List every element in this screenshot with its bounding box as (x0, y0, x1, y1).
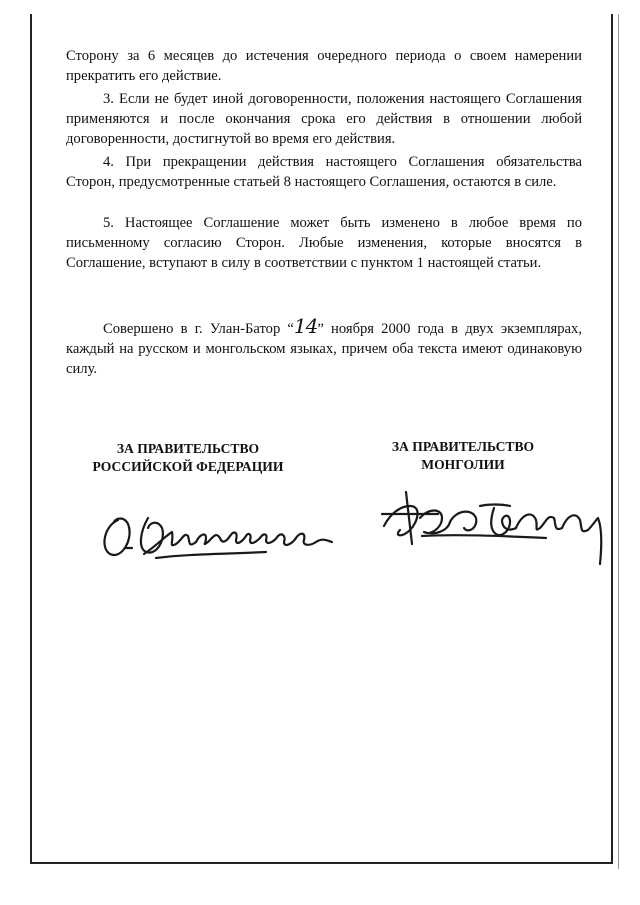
russia-heading-line1: ЗА ПРАВИТЕЛЬСТВО (116, 441, 260, 456)
paragraph-5-text: 5. Настоящее Соглашение может быть изменено в любое время по письменному согласию Сторон. Любые изменения, которые вносятся в Соглашение, вступают в силу в соответствии с пунктом 1 настоящей статьи. (66, 215, 582, 271)
paragraph-4-text: 4. При прекращении действия настоящего Соглашения обязательства Сторон, предусмотренные статьей 8 настоящего Соглашения, остаются в силе. (66, 154, 582, 190)
mongolia-signatory-heading (358, 438, 568, 474)
done-prefix: Совершено в г. Улан-Батор “ (103, 321, 294, 337)
paragraph-3-text: 3. Если не будет иной договоренности, положения настоящего Соглашения применяются и после окончания срока его действия в отношении любой договоренности, достигнутой во время его действия. (66, 91, 582, 147)
russia-signature (96, 498, 346, 568)
paragraph-5 (66, 213, 582, 273)
page-edge-line (618, 14, 619, 869)
done-at-paragraph (66, 316, 582, 379)
handwritten-day: 14 (293, 314, 318, 338)
done-suffix: ” ноября 2000 года в двух экземплярах, каждый на русском и монгольском языках, причем оба текста имеют одинаковую силу. (66, 321, 582, 377)
paragraph-3 (66, 89, 582, 149)
mongolia-heading-line1: ЗА ПРАВИТЕЛЬСТВО (391, 439, 535, 454)
russia-heading-line2: РОССИЙСКОЙ ФЕДЕРАЦИИ (92, 459, 284, 474)
continuation-text: Сторону за 6 месяцев до истечения очередного периода о своем намерении прекратить его действие. (66, 48, 582, 84)
continuation-paragraph (66, 46, 582, 86)
paragraph-4 (66, 152, 582, 192)
russia-signatory-heading (78, 440, 298, 476)
mongolia-heading-line2: МОНГОЛИИ (421, 457, 505, 472)
mongolia-signature (376, 484, 616, 574)
